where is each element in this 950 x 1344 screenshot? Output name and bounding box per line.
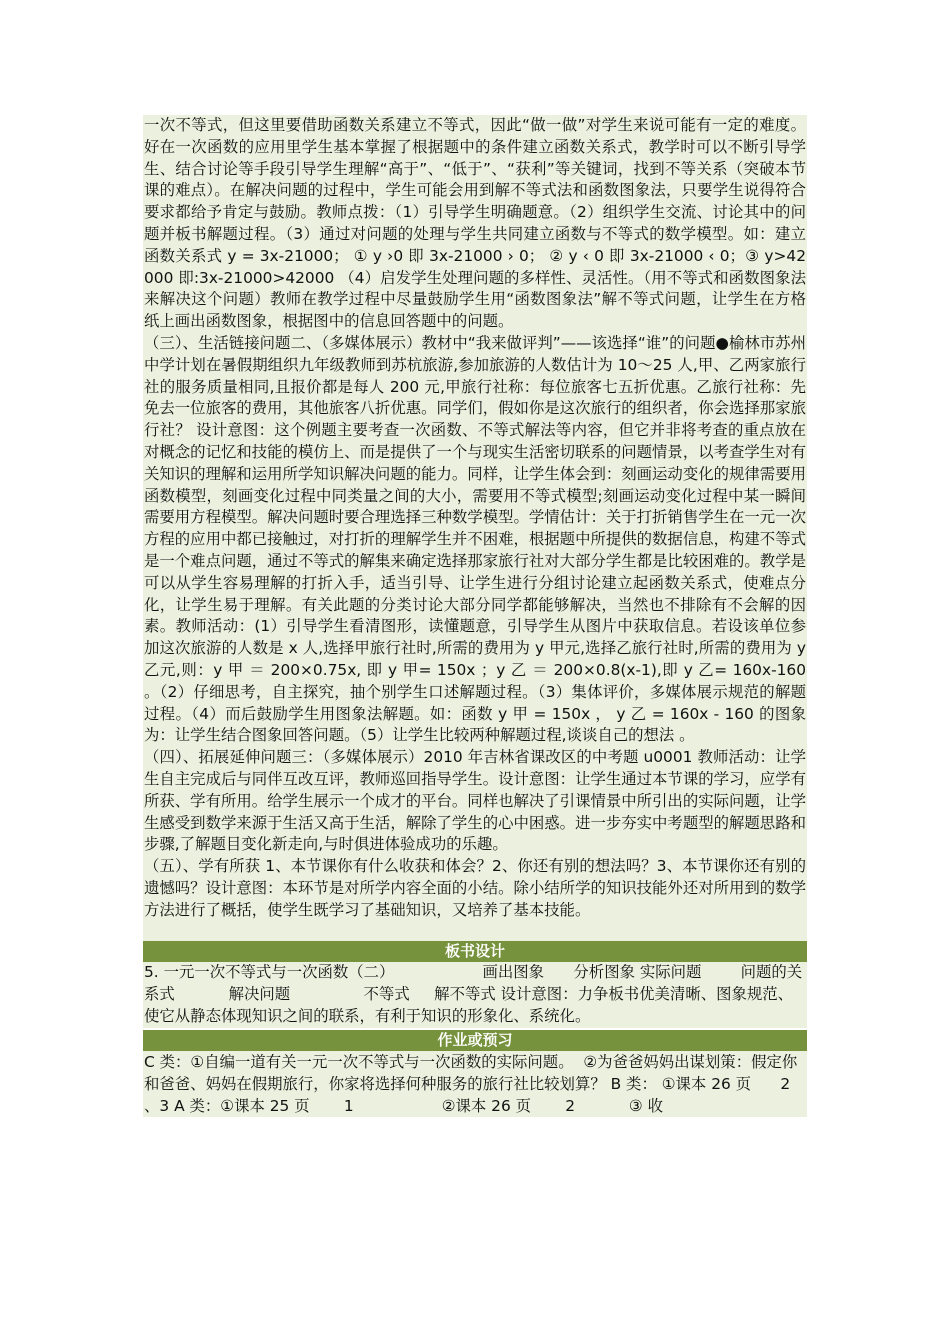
paragraph-summary: （五）、学有所获 1、本节课你有什么收获和体会？2、你还有别的想法吗？3、本节课你还有别的遗憾吗？设计意图：本环节是对所学内容全面的小结。除小结所学的知识技能外还对所用到的数学方法进行了概括，使学生既学习了基础知识，又培养了基本技能。 [144, 857, 806, 919]
lesson-body [143, 115, 807, 941]
board-design-header: 板书设计 [143, 941, 807, 962]
board-design-content: 5. 一元一次不等式与一次函数（二） 画出图象 分析图象 实际问题 问题的关系式 解决问题 不等式 解不等式 设计意图：力争板书优美清晰、图象规范、使它从静态体现知识之间的联系，有利于知识的形象化、系统化。 [144, 963, 803, 1026]
board-design-body [143, 962, 807, 1027]
homework-body [143, 1051, 807, 1117]
homework-content: C 类：①自编一道有关一元一次不等式与一次函数的实际问题。 ②为爸爸妈妈出谋划策：假定你和爸爸、妈妈在假期旅行，你家将选择何种服务的旅行社比较划算？ B 类： ①课本 26 页 2 、3 A 类：①课本 25 页 1 ②课本 26 页 2 ③ 收 [144, 1052, 801, 1115]
paragraph-extension: （四）、拓展延伸问题三：（多媒体展示）2010 年吉林省课改区的中考题 u0001 教师活动：让学生自主完成后与同伴互改互评，教师巡回指导学生。设计意图：让学生通过本节课的学习，应学有所获、学有所用。给学生展示一个成才的平台。同样也解决了引课情景中所引出的实际问题，让学生感受到数学来源于生活又高于生活，解除了学生的心中困惑。进一步夯实中考题型的解题思路和步骤,了解题目变化新走向,与时俱进体验成功的乐趣。 [144, 748, 806, 854]
homework-header: 作业或预习 [143, 1030, 807, 1051]
paragraph-continuation: 一次不等式，但这里要借助函数关系建立不等式，因此“做一做”对学生来说可能有一定的难度。好在一次函数的应用里学生基本掌握了根据题中的条件建立函数关系式，教学时可以不断引导学生、结合讨论等手段引导学生理解“高于”、“低于”、“获利”等关键词，找到不等关系（突破本节课的难点）。在解决问题的过程中，学生可能会用到解不等式法和函数图象法，只要学生说得符合要求都给予肯定与鼓励。教师点拨：（1）引导学生明确题意。（2）组织学生交流、讨论其中的问题并板书解题过程。（3）通过对问题的处理与学生共同建立函数与不等式的数学模型。如：建立函数关系式 y = 3x-21000； ① y ›0 即 3x-21000 › 0； ② y ‹ 0 即 3x-21000 ‹ 0；③ y>42000 即:3x-21000>42000 （4）启发学生处理问题的多样性、灵活性。（用不等式和函数图象法来解决这个问题）教师在教学过程中尽量鼓励学生用“函数图象法”解不等式问题，让学生在方格纸上画出函数图象，根据图中的信息回答题中的问题。 [144, 116, 806, 331]
document-page [143, 115, 807, 1117]
paragraph-life-link: （三）、生活链接问题二、（多媒体展示）教材中“我来做评判”——该选择“谁”的问题●榆林市苏州中学计划在暑假期组织九年级教师到苏杭旅游,参加旅游的人数估计为 10～25 人,甲、乙两家旅行社的服务质量相同,且报价都是每人 200 元,甲旅行社称：每位旅客七五折优惠。乙旅行社称：先免去一位旅客的费用，其他旅客八折优惠。同学们，假如你是这次旅行的组织者，你会选择那家旅行社？ 设计意图：这个例题主要考查一次函数、不等式解法等内容，但它并非将考查的重点放在对概念的记忆和技能的模仿上、而是提供了一个与现实生活密切联系的问题情景，以考查学生对有关知识的理解和运用所学知识解决问题的能力。同样，让学生体会到：刻画运动变化的规律需要用函数模型，刻画变化过程中同类量之间的大小，需要用不等式模型;刻画运动变化过程中某一瞬间需要用方程模型。解决问题时要合理选择三种数学模型。学情估计：关于打折销售学生在一元一次方程的应用中都已接触过，对打折的理解学生并不困难，根据题中所提供的数据信息，构建不等式是一个难点问题，通过不等式的解集来确定选择那家旅行社对大部分学生都是比较困难的。教学是可以从学生容易理解的打折入手，适当引导、让学生进行分组讨论建立起函数关系式，使难点分化，让学生易于理解。有关此题的分类讨论大部分同学都能够解决，当然也不排除有不会解的因素。教师活动：(1）引导学生看清图形，读懂题意，引导学生从图片中获取信息。若设该单位参加这次旅游的人数是 x 人,选择甲旅行社时,所需的费用为 y 甲元,选择乙旅行社时,所需的费用为 y 乙元,则：y 甲 ＝ 200×0.75x, 即 y 甲= 150x ；y 乙 ＝ 200×0.8(x-1),即 y 乙= 160x-160 。（2）仔细思考，自主探究，抽个别学生口述解题过程。（3）集体评价，多媒体展示规范的解题过程。（4）而后鼓励学生用图象法解题。如：函数 y 甲 = 150x ， y 乙 = 160x - 160 的图象为：让学生结合图象回答问题。（5）让学生比较两种解题过程,谈谈自己的想法 。 [144, 333, 806, 745]
